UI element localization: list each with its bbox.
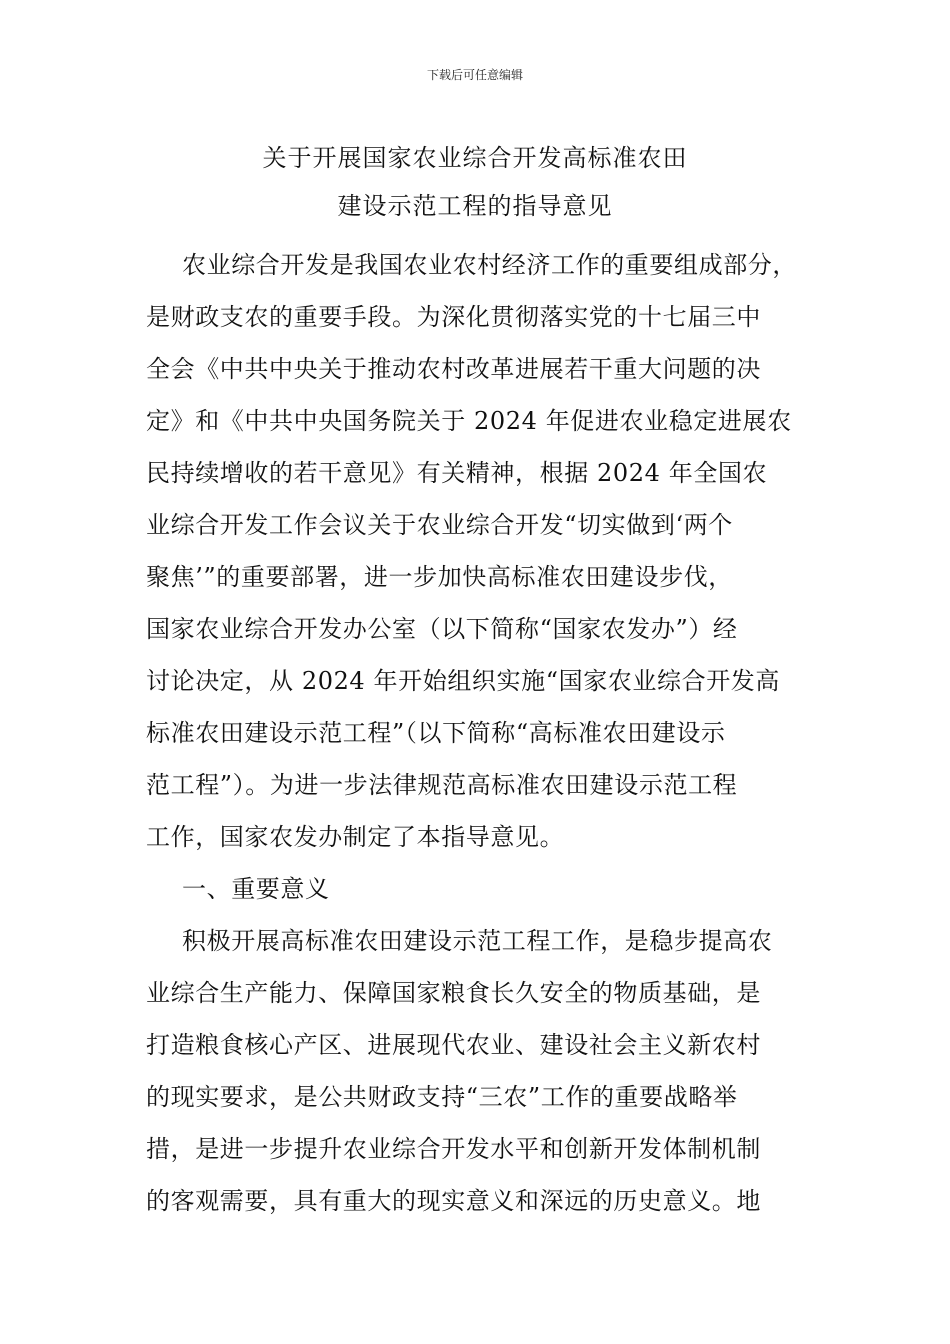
paragraph-line: 农业综合开发是我国农业农村经济工作的重要组成部分， [182,251,797,279]
paragraph-line: 讨论决定，从 2024 年开始组织实施“国家农业综合开发高 [146,667,781,695]
document-title-line-1: 关于开展国家农业综合开发高标准农田 [262,144,688,172]
paragraph-line: 标准农田建设示范工程”（以下简称“高标准农田建设示 [146,719,726,747]
paragraph-line: 的客观需要，具有重大的现实意义和深远的历史意义。地 [146,1187,761,1215]
paragraph-line: 措，是进一步提升农业综合开发水平和创新开发体制机制 [146,1135,761,1163]
paragraph-line: 是财政支农的重要手段。为深化贯彻落实党的十七届三中 [146,303,761,331]
paragraph-line: 积极开展高标准农田建设示范工程工作，是稳步提高农 [182,927,773,955]
section-heading: 一、重要意义 [182,875,330,903]
paragraph-line: 业综合生产能力、保障国家粮食长久安全的物质基础，是 [146,979,761,1007]
document-title-line-2: 建设示范工程的指导意见 [337,192,613,220]
paragraph-line: 定》和《中共中央国务院关于 2024 年促进农业稳定进展农 [146,407,792,435]
paragraph-line: 范工程”）。为进一步法律规范高标准农田建设示范工程 [146,771,738,799]
paragraph-line: 打造粮食核心产区、进展现代农业、建设社会主义新农村 [146,1031,761,1059]
paragraph-line: 的现实要求，是公共财政支持“三农”工作的重要战略举 [146,1083,738,1111]
paragraph-line: 民持续增收的若干意见》有关精神，根据 2024 年全国农 [146,459,768,487]
paragraph-line: 聚焦’”的重要部署，进一步加快高标准农田建设步伐， [146,563,733,591]
paragraph-line: 国家农业综合开发办公室（以下简称“国家农发办”）经 [146,615,738,643]
paragraph-line: 业综合开发工作会议关于农业综合开发“切实做到‘两个 [146,511,733,539]
header-note: 下载后可任意编辑 [426,68,523,82]
paragraph-line: 全会《中共中央关于推动农村改革进展若干重大问题的决 [146,355,761,383]
paragraph-line: 工作，国家农发办制定了本指导意见。 [146,823,565,851]
